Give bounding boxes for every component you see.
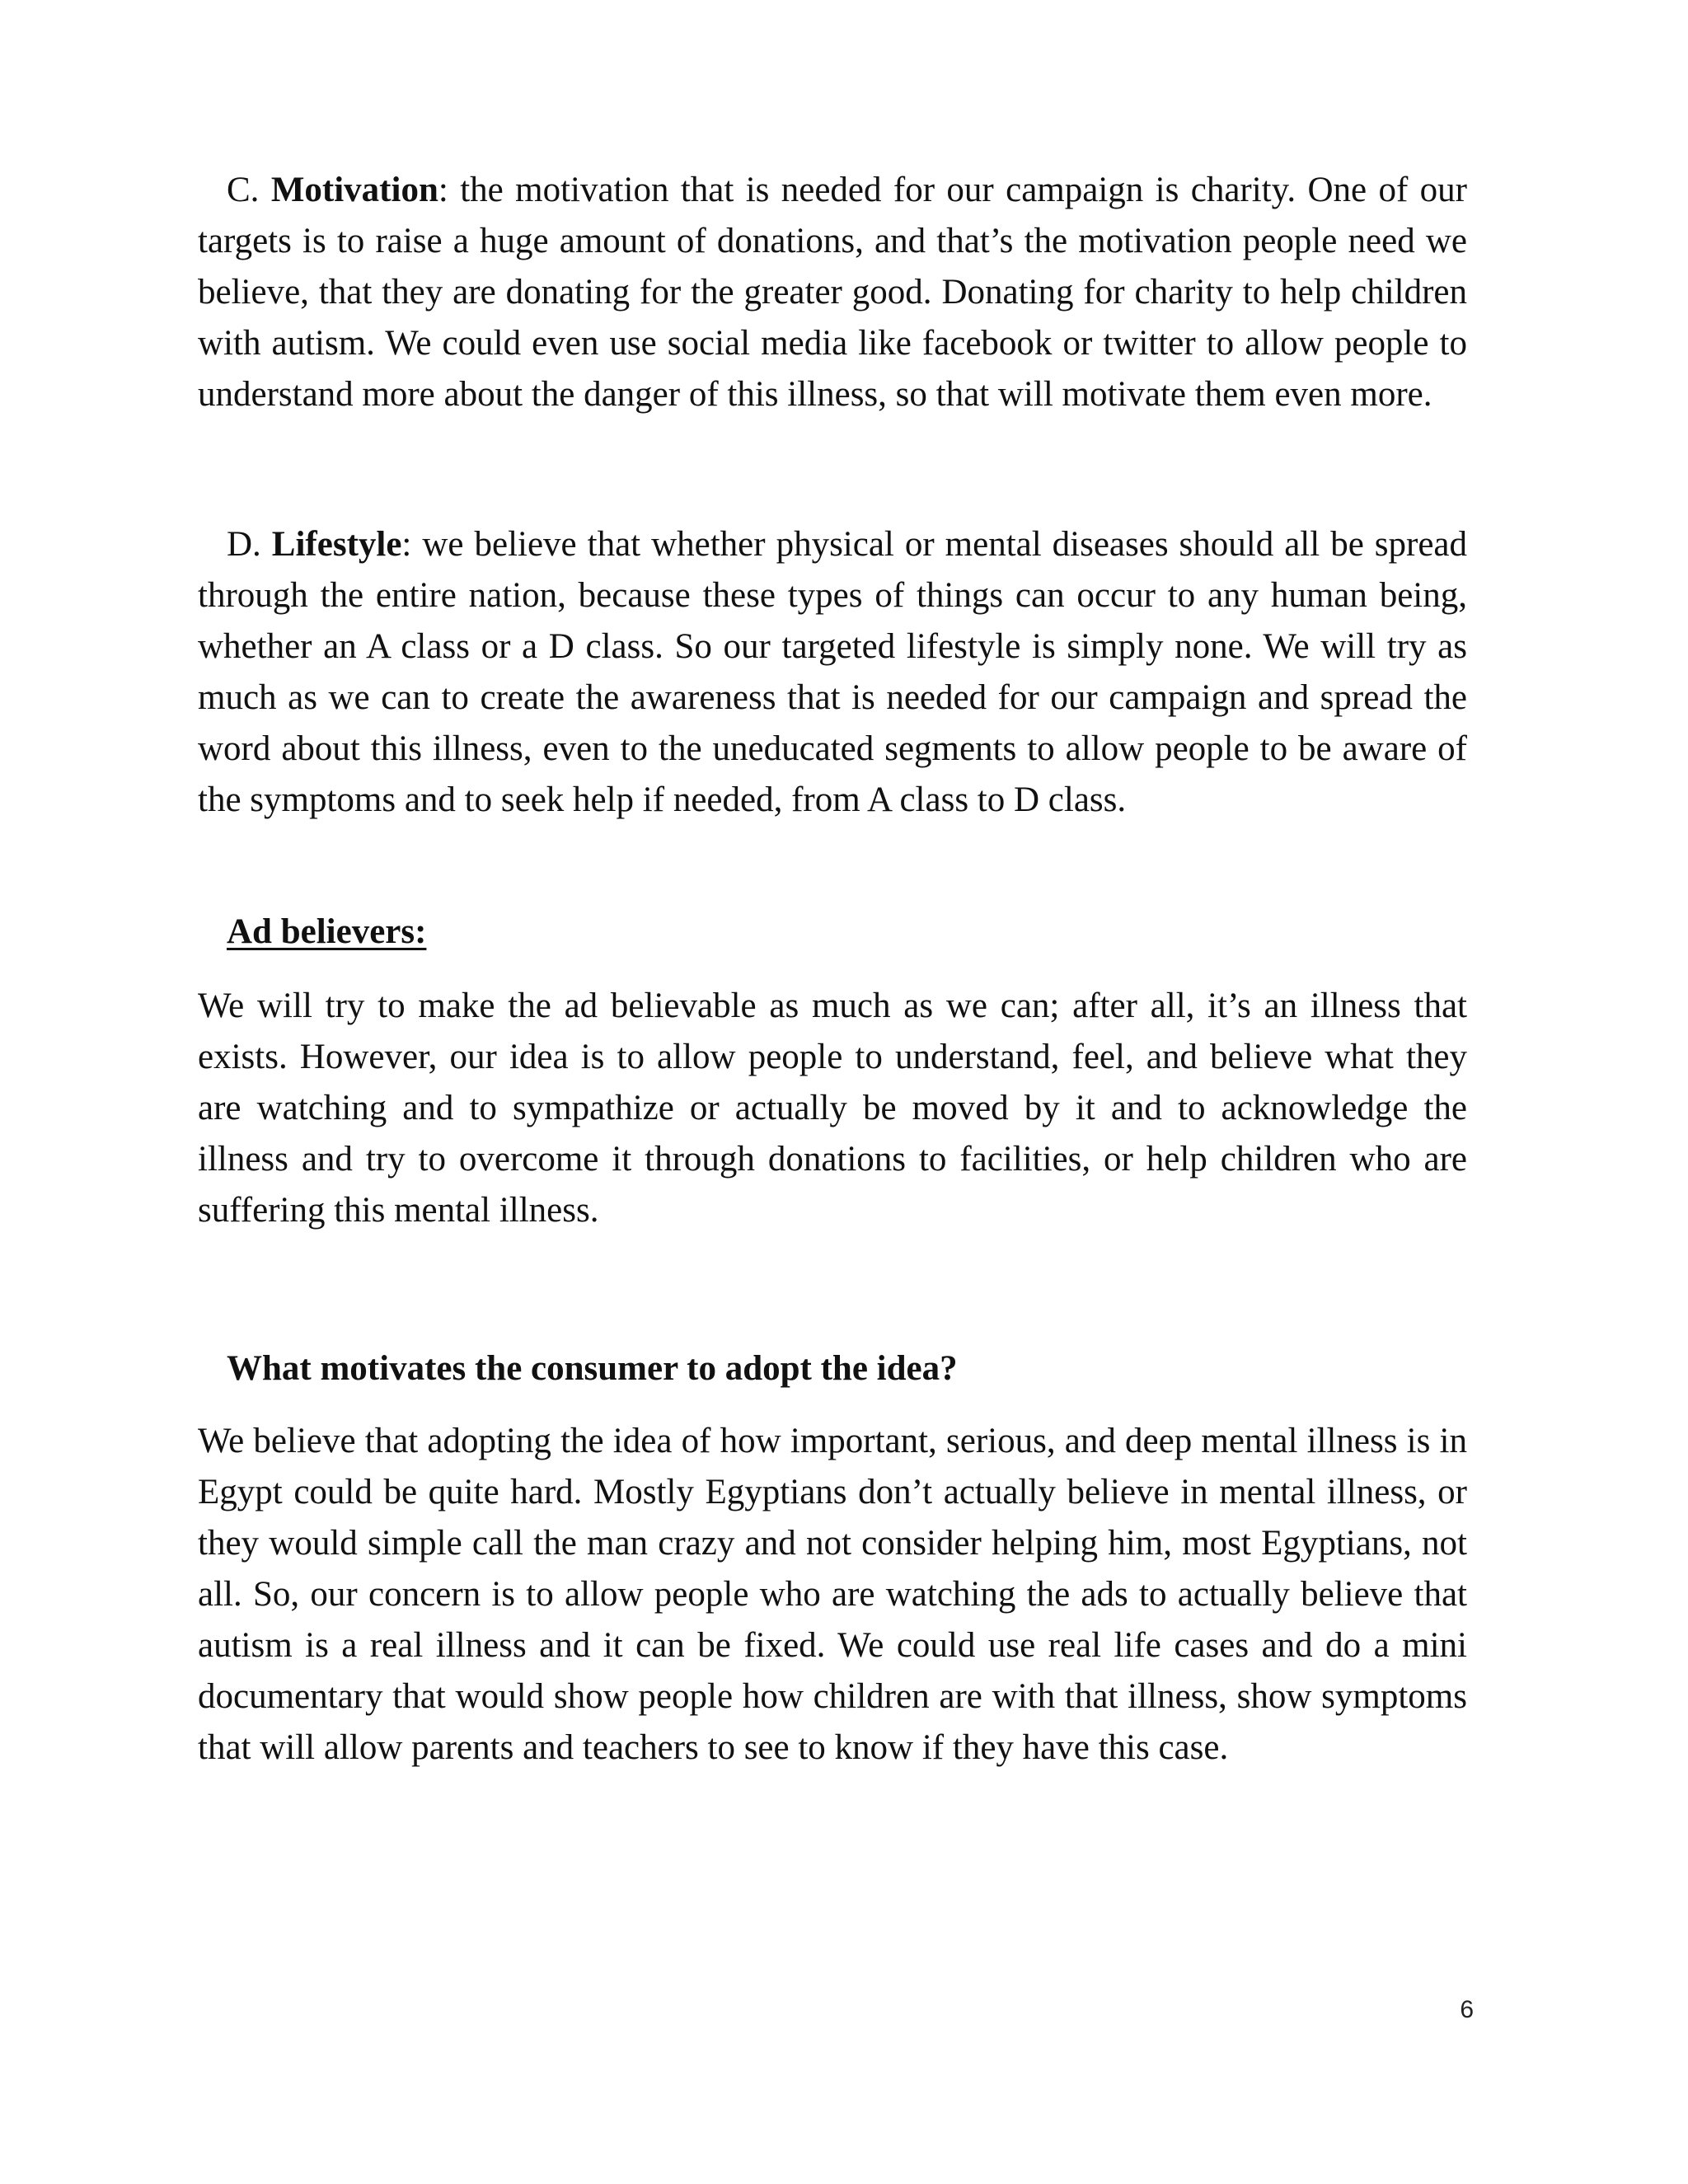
motivation-paragraph: [198, 165, 1467, 420]
consumer-motivation-heading: What motivates the consumer to adopt the idea?: [227, 1349, 958, 1388]
page-number: 6: [1460, 1996, 1474, 2023]
lifestyle-prefix: D.: [227, 525, 272, 564]
consumer-motivation-paragraph: We believe that adopting the idea of how important, serious, and deep mental illness is in Egypt could be quite hard. Mostly Egyptians don’t actually believe in mental illness, or they would simple call the man crazy and not consider helping him, most Egyptians, not all. So, our concern is to allow people who are watching the ads to actually believe that autism is a real illness and it can be fixed. We could use real life cases and do a mini documentary that would show people how children are with that illness, show symptoms that will allow parents and teachers to see to know if they have this case.: [198, 1422, 1467, 1767]
lifestyle-paragraph: [198, 519, 1467, 826]
motivation-text: : the motivation that is needed for our campaign is charity. One of our targets is to raise a huge amount of donations, and that’s the motivation people need we believe, that they are donating for the greater good. Donating for charity to help children with autism. We could even use social media like facebook or twitter to allow people to understand more about the danger of this illness, so that will motivate them even more.: [198, 171, 1468, 414]
ad-believers-paragraph: We will try to make the ad believable as much as we can; after all, it’s an illness that exists. However, our idea is to allow people to understand, feel, and believe what they are watching and to sympathize or actually be moved by it and to acknowledge the illness and try to overcome it through donations to facilities, or help children who are suffering this mental illness.: [198, 987, 1467, 1230]
ad-believers-heading: Ad believers:: [227, 912, 427, 951]
lifestyle-term: Lifestyle: [271, 525, 402, 564]
motivation-term: Motivation: [270, 171, 438, 209]
motivation-prefix: C.: [227, 171, 271, 209]
lifestyle-text: : we believe that whether physical or mental diseases should all be spread through the entire nation, because these types of things can occur to any human being, whether an A class or a D class. So our targeted lifestyle is simply none. We will try as much as we can to create the awareness that is needed for our campaign and spread the word about this illness, even to the uneducated segments to allow people to be aware of the symptoms and to seek help if needed, from A class to D class.: [198, 525, 1467, 819]
